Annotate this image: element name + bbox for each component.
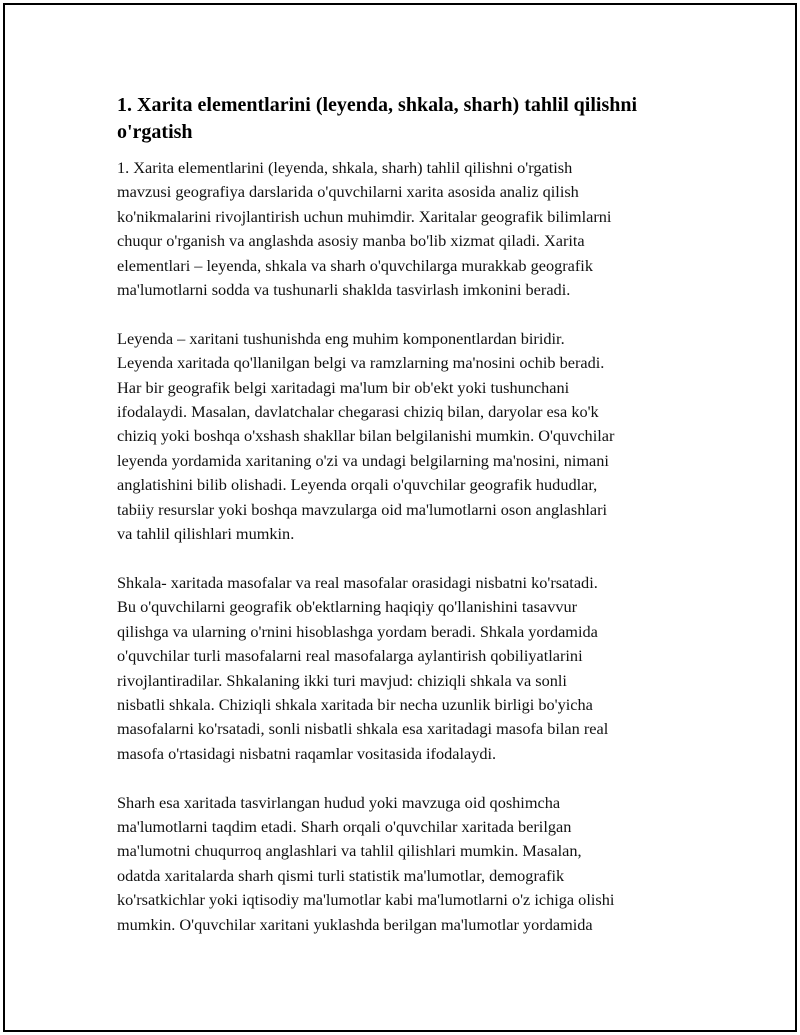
text-line: masofa o'rtasidagi nisbatni raqamlar vositasida ifodalaydi.	[117, 743, 497, 763]
paragraph-sharh	[117, 791, 687, 937]
text-line: ifodalaydi. Masalan, davlatchalar chegarasi chiziq bilan, daryolar esa ko'k	[117, 402, 599, 422]
text-line: nisbatli shkala. Chiziqli shkala xaritada bir necha uzunlik birligi bo'yicha	[117, 694, 593, 714]
text-line: rivojlantiradilar. Shkalaning ikki turi mavjud: chiziqli shkala va sonli	[117, 670, 567, 690]
text-line: mumkin. O'quvchilar xaritani yuklashda berilgan ma'lumotlar yordamida	[117, 914, 593, 934]
text-line: masofalarni ko'rsatadi, sonli nisbatli shkala esa xaritadagi masofa bilan real	[117, 719, 609, 739]
text-line: odatda xaritalarda sharh qismi turli statistik ma'lumotlar, demografik	[117, 865, 565, 885]
paragraph-shkala	[117, 571, 687, 766]
text-line: Leyenda – xaritani tushunishda eng muhim komponentlardan biridir.	[117, 328, 565, 348]
title-line: o'rgatish	[117, 121, 193, 143]
document-title	[117, 92, 687, 146]
title-line: 1. Xarita elementlarini (leyenda, shkala, sharh) tahlil qilishni	[117, 94, 638, 116]
text-line: Bu o'quvchilarni geografik ob'ektlarning haqiqiy qo'llanishini tasavvur	[117, 597, 578, 617]
text-line: chiziq yoki boshqa o'xshash shakllar bilan belgilanishi mumkin. O'quvchilar	[117, 426, 615, 446]
text-line: Leyenda xaritada qo'llanilgan belgi va ramzlarning ma'nosini ochib beradi.	[117, 353, 605, 373]
text-line: va tahlil qilishlari mumkin.	[117, 524, 295, 544]
text-line: anglatishini bilib olishadi. Leyenda orqali o'quvchilar geografik hududlar,	[117, 475, 598, 495]
text-line: qilishga va ularning o'rnini hisoblashga yordam beradi. Shkala yordamida	[117, 621, 598, 641]
text-line: tabiiy resurslar yoki boshqa mavzularga oid ma'lumotlarni oson anglashlari	[117, 499, 608, 519]
text-line: 1. Xarita elementlarini (leyenda, shkala, sharh) tahlil qilishni o'rgatish	[117, 158, 573, 177]
text-line: Shkala- xaritada masofalar va real masofalar orasidagi nisbatni ko'rsatadi.	[117, 572, 598, 592]
text-line: elementlari – leyenda, shkala va sharh o'quvchilarga murakkab geografik	[117, 255, 593, 275]
paragraph-introduction	[117, 156, 687, 302]
text-line: Har bir geografik belgi xaritadagi ma'lum bir ob'ekt yoki tushunchani	[117, 377, 570, 397]
text-line: chuqur o'rganish va anglashda asosiy manba bo'lib xizmat qiladi. Xarita	[117, 231, 585, 251]
text-line: ma'lumotni chuqurroq anglashlari va tahlil qilishlari mumkin. Masalan,	[117, 841, 582, 861]
text-line: ma'lumotlarni taqdim etadi. Sharh orqali o'quvchilar xaritada berilgan	[117, 816, 572, 836]
text-line: mavzusi geografiya darslarida o'quvchilarni xarita asosida analiz qilish	[117, 182, 579, 202]
text-line: leyenda yordamida xaritaning o'zi va undagi belgilarning ma'nosini, nimani	[117, 450, 609, 470]
text-line: ko'nikmalarini rivojlantirish uchun muhimdir. Xaritalar geografik bilimlarni	[117, 206, 612, 226]
text-line: Sharh esa xaritada tasvirlangan hudud yoki mavzuga oid qoshimcha	[117, 792, 561, 812]
text-line: o'quvchilar turli masofalarni real masofalarga aylantirish qobiliyatlarini	[117, 646, 583, 666]
paragraph-leyenda	[117, 327, 687, 547]
text-line: ma'lumotlarni sodda va tushunarli shaklda tasvirlash imkonini beradi.	[117, 280, 571, 300]
document-body	[117, 92, 687, 961]
text-line: ko'rsatkichlar yoki iqtisodiy ma'lumotlar kabi ma'lumotlarni o'z ichiga olishi	[117, 890, 615, 910]
